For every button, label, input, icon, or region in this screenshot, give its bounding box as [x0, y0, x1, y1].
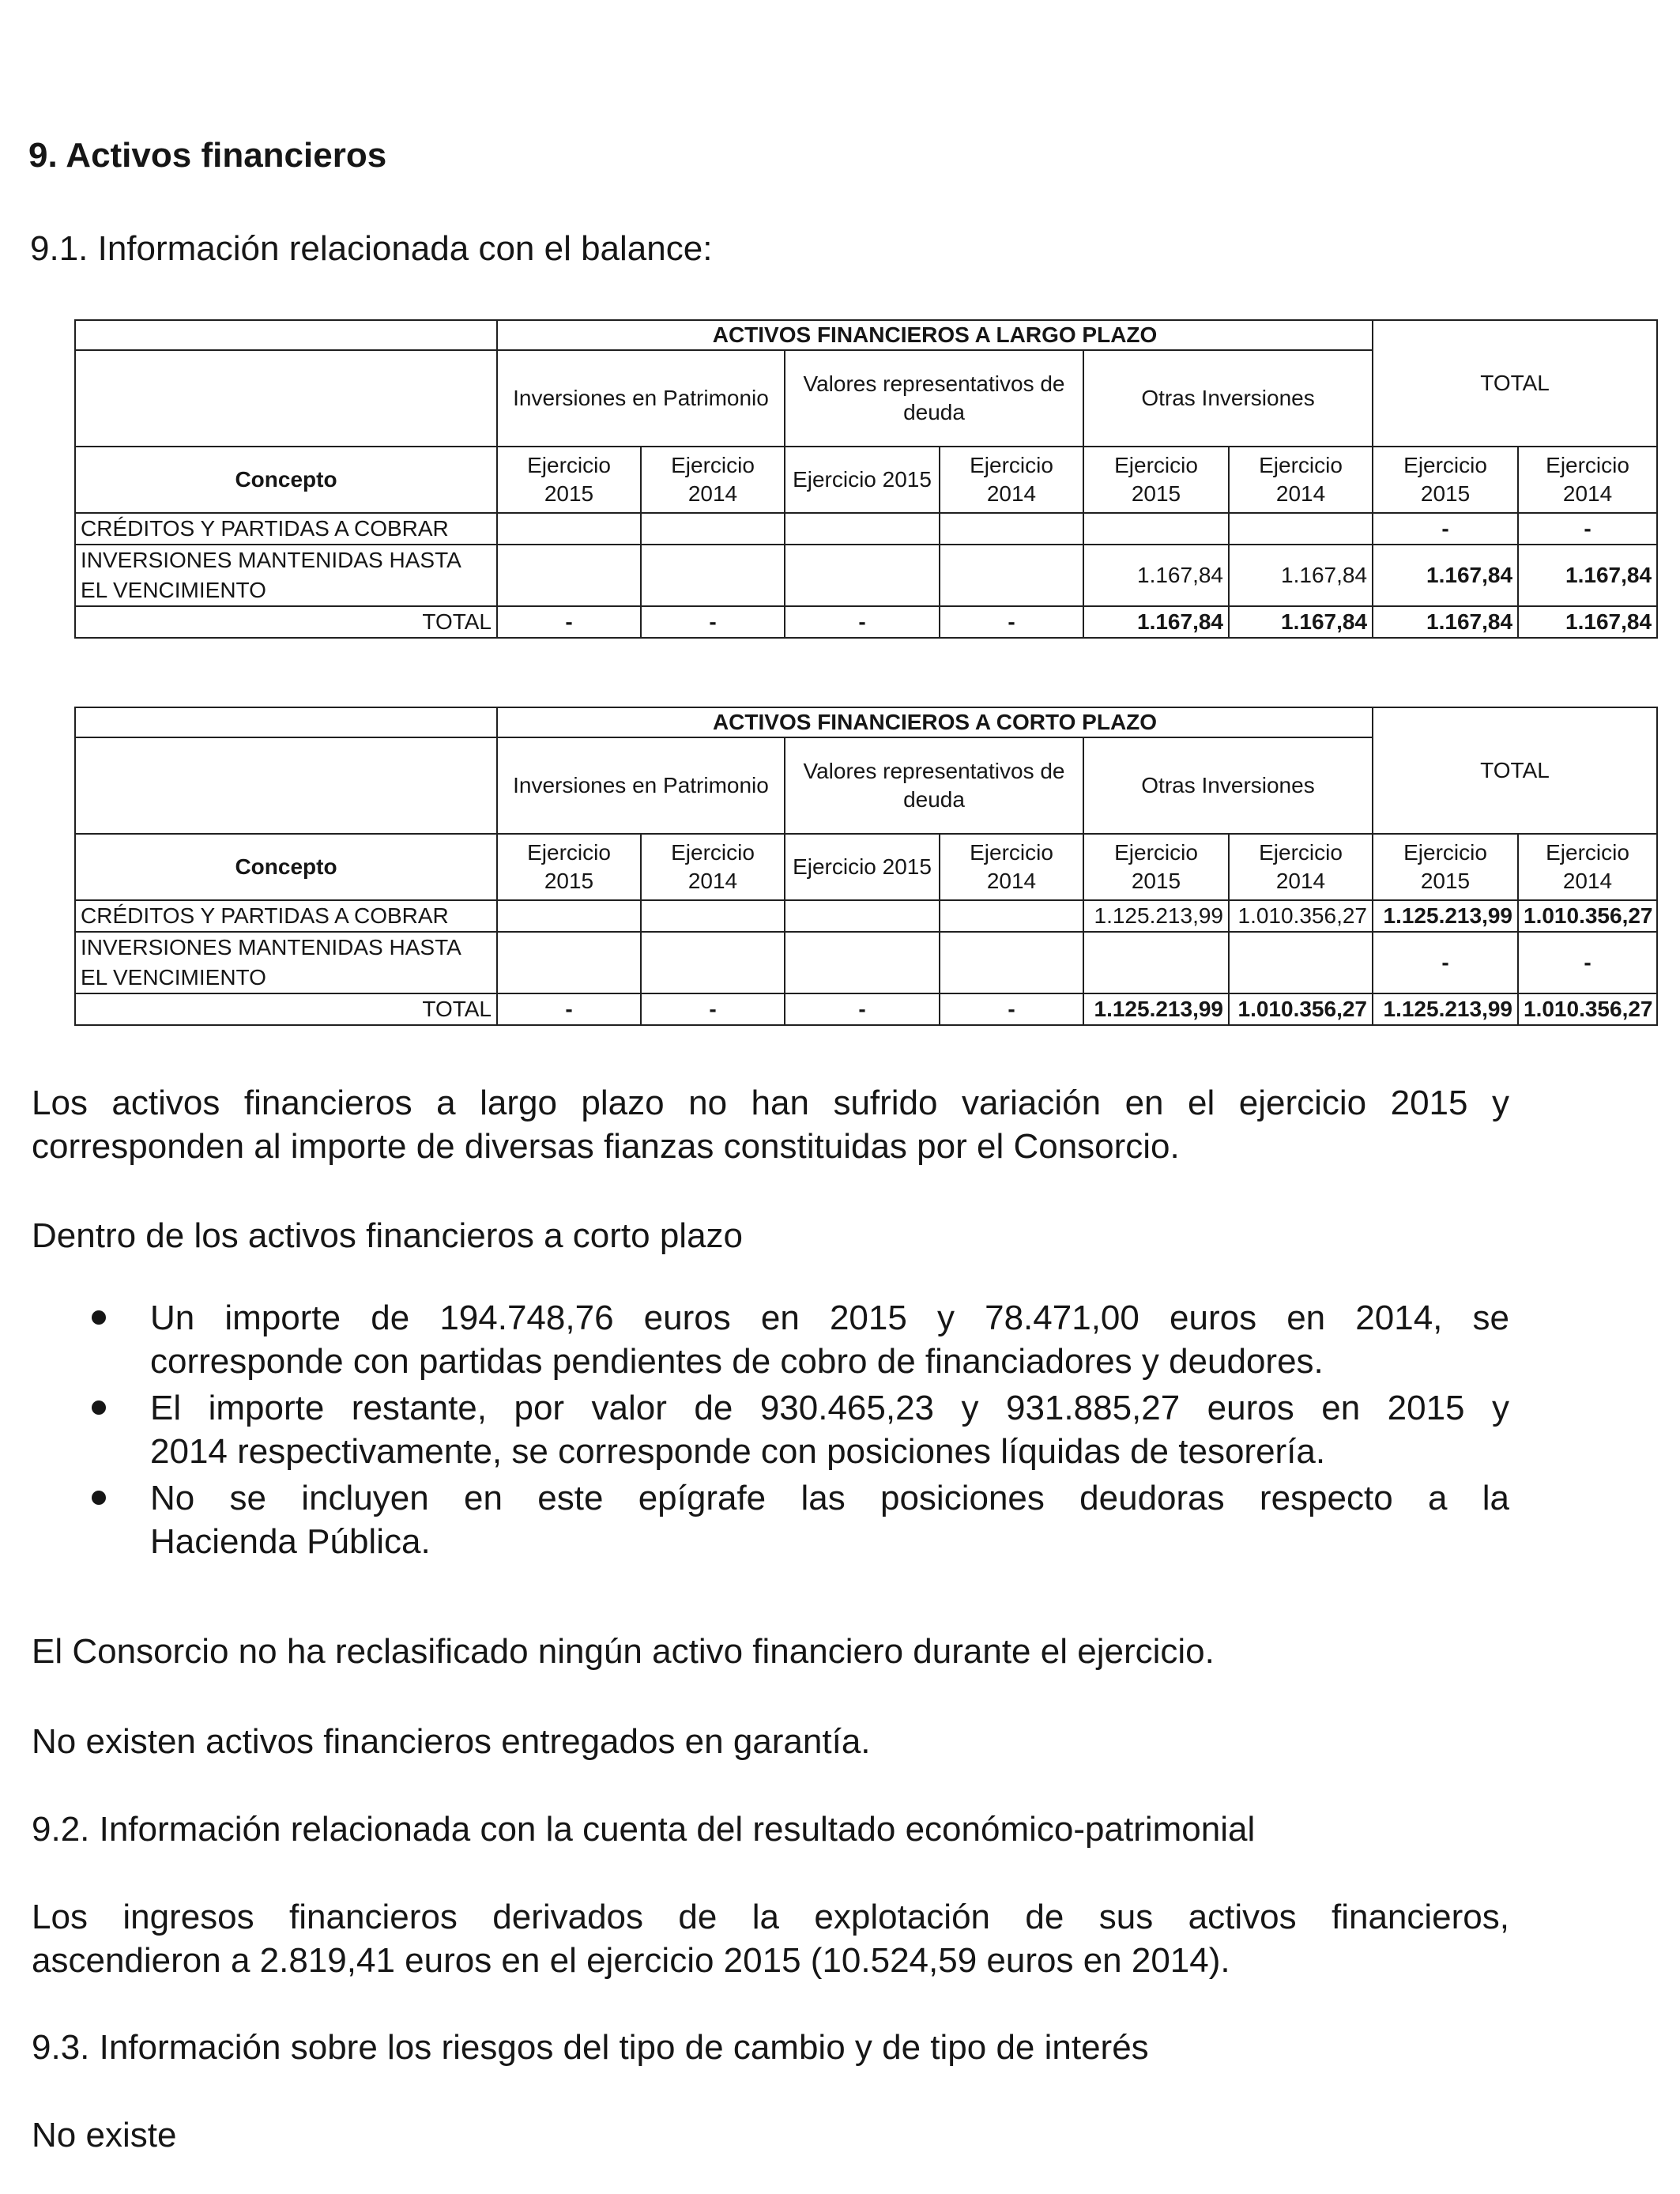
group-header: Otras Inversiones: [1083, 737, 1373, 834]
paragraph-line: ascendieron a 2.819,41 euros en el ejercicio 2015 (10.524,59 euros en 2014).: [32, 1941, 1230, 1980]
sub-header: Ejercicio 2015: [785, 834, 940, 900]
value-cell: 1.010.356,27: [1518, 900, 1657, 932]
total-cell: 1.010.356,27: [1518, 993, 1657, 1025]
total-cell: 1.167,84: [1229, 606, 1373, 638]
sub-header: Ejercicio 2014: [940, 447, 1083, 513]
sub-header: Ejercicio 2014: [940, 834, 1083, 900]
bullet-icon: [92, 1491, 106, 1505]
paragraph-line: corresponden al importe de diversas fianzas constituidas por el Consorcio.: [32, 1127, 1180, 1166]
list-item: [32, 1386, 1509, 1473]
value-cell: -: [1518, 513, 1657, 545]
table-row: [75, 545, 1657, 606]
no-risk-paragraph: No existe: [32, 2116, 177, 2154]
table-row: [75, 513, 1657, 545]
total-row: [75, 606, 1657, 638]
value-cell: [497, 513, 641, 545]
subsection-9-2: 9.2. Información relacionada con la cuenta del resultado económico-patrimonial: [32, 1810, 1256, 1849]
table-row: [75, 900, 1657, 932]
total-cell: 1.125.213,99: [1083, 993, 1229, 1025]
value-cell: 1.167,84: [1083, 545, 1229, 606]
sub-header: Ejercicio 2014: [1518, 447, 1657, 513]
corner-cell: [75, 707, 497, 737]
bullet-list: [32, 1296, 1509, 1566]
sub-header: Ejercicio 2014: [1229, 447, 1373, 513]
value-cell: [641, 513, 785, 545]
sub-header: Ejercicio 2015: [1083, 447, 1229, 513]
table-title: ACTIVOS FINANCIEROS A CORTO PLAZO: [497, 707, 1373, 737]
value-cell: [940, 513, 1083, 545]
value-cell: -: [1518, 932, 1657, 993]
value-cell: [785, 900, 940, 932]
value-cell: [785, 513, 940, 545]
value-cell: [641, 932, 785, 993]
sub-header: Ejercicio 2015: [1373, 834, 1518, 900]
sub-header: Ejercicio 2015: [785, 447, 940, 513]
long-term-paragraph: [32, 1081, 1509, 1168]
total-cell: -: [785, 993, 940, 1025]
group-header: Inversiones en Patrimonio: [497, 350, 785, 447]
sub-header: Ejercicio 2014: [641, 834, 785, 900]
sub-header: Ejercicio 2015: [1373, 447, 1518, 513]
total-group-header: TOTAL: [1373, 320, 1657, 447]
bullet-line: 2014 respectivamente, se corresponde con posiciones líquidas de tesorería.: [150, 1432, 1326, 1471]
group-header: Otras Inversiones: [1083, 350, 1373, 447]
bullet-line: No se incluyen en este epígrafe las posiciones deudoras respecto a la: [150, 1479, 1509, 1517]
value-cell: -: [1373, 932, 1518, 993]
value-cell: [785, 932, 940, 993]
total-cell: -: [940, 606, 1083, 638]
value-cell: [1229, 513, 1373, 545]
value-cell: [1083, 513, 1229, 545]
short-term-assets-table: [74, 707, 1658, 1026]
value-cell: [1083, 932, 1229, 993]
sub-header: Ejercicio 2014: [1518, 834, 1657, 900]
total-cell: -: [785, 606, 940, 638]
total-cell: 1.125.213,99: [1373, 993, 1518, 1025]
bullet-icon: [92, 1310, 106, 1325]
row-concept: CRÉDITOS Y PARTIDAS A COBRAR: [75, 513, 497, 545]
row-concept: INVERSIONES MANTENIDAS HASTA EL VENCIMIENTO: [75, 545, 497, 606]
row-concept: INVERSIONES MANTENIDAS HASTA EL VENCIMIENTO: [75, 932, 497, 993]
value-cell: [1229, 932, 1373, 993]
total-cell: 1.167,84: [1373, 606, 1518, 638]
value-cell: 1.167,84: [1229, 545, 1373, 606]
value-cell: 1.125.213,99: [1083, 900, 1229, 932]
bullet-line: Un importe de 194.748,76 euros en 2015 y 78.471,00 euros en 2014, se: [150, 1299, 1509, 1337]
subsection-9-1: 9.1. Información relacionada con el balance:: [30, 229, 713, 268]
value-cell: [940, 900, 1083, 932]
sub-header: Ejercicio 2014: [1229, 834, 1373, 900]
list-item: [32, 1476, 1509, 1563]
bullet-line: El importe restante, por valor de 930.465,23 y 931.885,27 euros en 2015 y: [150, 1389, 1509, 1427]
value-cell: [940, 932, 1083, 993]
reclassification-paragraph: El Consorcio no ha reclasificado ningún activo financiero durante el ejercicio.: [32, 1632, 1215, 1671]
total-label: TOTAL: [75, 606, 497, 638]
value-cell: -: [1373, 513, 1518, 545]
value-cell: 1.167,84: [1373, 545, 1518, 606]
group-header: Valores representativos de deuda: [785, 350, 1083, 447]
table-title: ACTIVOS FINANCIEROS A LARGO PLAZO: [497, 320, 1373, 350]
total-cell: 1.167,84: [1083, 606, 1229, 638]
total-row: [75, 993, 1657, 1025]
total-label: TOTAL: [75, 993, 497, 1025]
value-cell: 1.010.356,27: [1229, 900, 1373, 932]
subsection-9-3: 9.3. Información sobre los riesgos del tipo de cambio y de tipo de interés: [32, 2028, 1149, 2067]
total-cell: 1.010.356,27: [1229, 993, 1373, 1025]
sub-header: Ejercicio 2014: [641, 447, 785, 513]
value-cell: 1.125.213,99: [1373, 900, 1518, 932]
guarantee-paragraph: No existen activos financieros entregados en garantía.: [32, 1722, 871, 1761]
total-cell: -: [641, 993, 785, 1025]
income-paragraph: [32, 1895, 1509, 1982]
bullet-line: corresponde con partidas pendientes de cobro de financiadores y deudores.: [150, 1342, 1324, 1381]
bullet-line: Hacienda Pública.: [150, 1522, 431, 1561]
value-cell: [785, 545, 940, 606]
value-cell: [497, 932, 641, 993]
concept-blank: [75, 737, 497, 834]
total-cell: -: [940, 993, 1083, 1025]
value-cell: [497, 545, 641, 606]
concept-header: Concepto: [75, 447, 497, 513]
sub-header: Ejercicio 2015: [497, 834, 641, 900]
paragraph-line: Los ingresos financieros derivados de la explotación de sus activos financieros,: [32, 1898, 1509, 1936]
table-row: [75, 932, 1657, 993]
group-header: Inversiones en Patrimonio: [497, 737, 785, 834]
total-cell: 1.167,84: [1518, 606, 1657, 638]
sub-header: Ejercicio 2015: [497, 447, 641, 513]
total-cell: -: [641, 606, 785, 638]
long-term-assets-table: [74, 319, 1658, 639]
concept-blank: [75, 350, 497, 447]
group-header: Valores representativos de deuda: [785, 737, 1083, 834]
total-cell: -: [497, 993, 641, 1025]
total-cell: -: [497, 606, 641, 638]
value-cell: [641, 900, 785, 932]
total-group-header: TOTAL: [1373, 707, 1657, 834]
bullet-icon: [92, 1400, 106, 1415]
value-cell: 1.167,84: [1518, 545, 1657, 606]
value-cell: [497, 900, 641, 932]
paragraph-line: Los activos financieros a largo plazo no han sufrido variación en el ejercicio 2015 y: [32, 1084, 1509, 1122]
value-cell: [940, 545, 1083, 606]
section-heading: 9. Activos financieros: [28, 136, 387, 175]
concept-header: Concepto: [75, 834, 497, 900]
corner-cell: [75, 320, 497, 350]
list-item: [32, 1296, 1509, 1383]
sub-header: Ejercicio 2015: [1083, 834, 1229, 900]
row-concept: CRÉDITOS Y PARTIDAS A COBRAR: [75, 900, 497, 932]
value-cell: [641, 545, 785, 606]
short-term-intro: Dentro de los activos financieros a corto plazo: [32, 1216, 744, 1255]
